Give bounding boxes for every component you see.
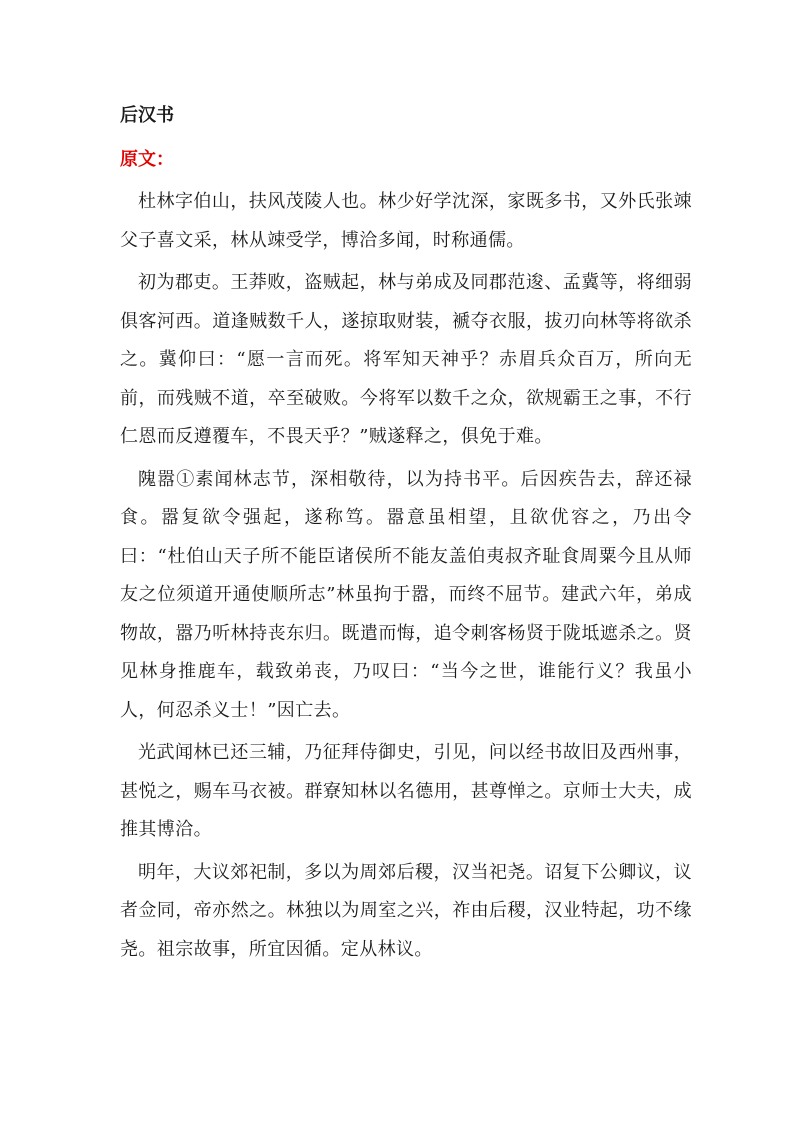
document-title: 后汉书 [120,105,174,126]
paragraph: 杜林字伯山，扶风茂陵人也。林少好学沈深，家既多书，又外氏张竦父子喜文采，林从竦受学，博洽多闻，时称通儒。 [120,191,692,251]
paragraph: 光武闻林已还三辅，乃征拜侍御史，引见，问以经书故旧及西州事，甚悦之，赐车马衣被。群寮知林以名德用，甚尊惮之。京师士大夫，成推其博洽。 [120,742,692,840]
section-heading-original-text: 原文： [120,149,174,170]
paragraph: 明年，大议郊祀制，多以为周郊后稷，汉当祀尧。诏复下公卿议，议者佥同，帝亦然之。林独以为周室之兴，祚由后稷，汉业特起，功不缘尧。祖宗故事，所宜因循。定从林议。 [120,861,692,960]
paragraph: 初为郡吏。王莽败，盗贼起，林与弟成及同郡范逡、孟冀等，将细弱俱客河西。道逢贼数千人，遂掠取财装，褫夺衣服，拔刃向林等将欲杀之。冀仰曰：“愿一言而死。将军知天神乎？赤眉兵众百万，所向无前，而残贼不道，卒至破败。今将军以数千之众，欲规霸王之事，不行仁恩而反遵覆车，不畏天乎？”贼遂释之，俱免于难。 [120,272,692,447]
document-body [120,183,692,973]
paragraph: 隗嚣①素闻林志节，深相敬待，以为持书平。后因疾告去，辞还禄食。嚣复欲令强起，遂称笃。嚣意虽相望，且欲优容之，乃出令曰：“杜伯山天子所不能臣诸侯所不能友盖伯夷叔齐耻食周粟今且从师友之位须道开通使顺所志”林虽拘于嚣，而终不屈节。建武六年，弟成物故，嚣乃听林持丧东归。既遣而悔，追令刺客杨贤于陇坻遮杀之。贤见林身推鹿车，载致弟丧，乃叹曰：“当今之世，谁能行义？我虽小人，何忍杀义士！”因亡去。 [120,468,692,721]
